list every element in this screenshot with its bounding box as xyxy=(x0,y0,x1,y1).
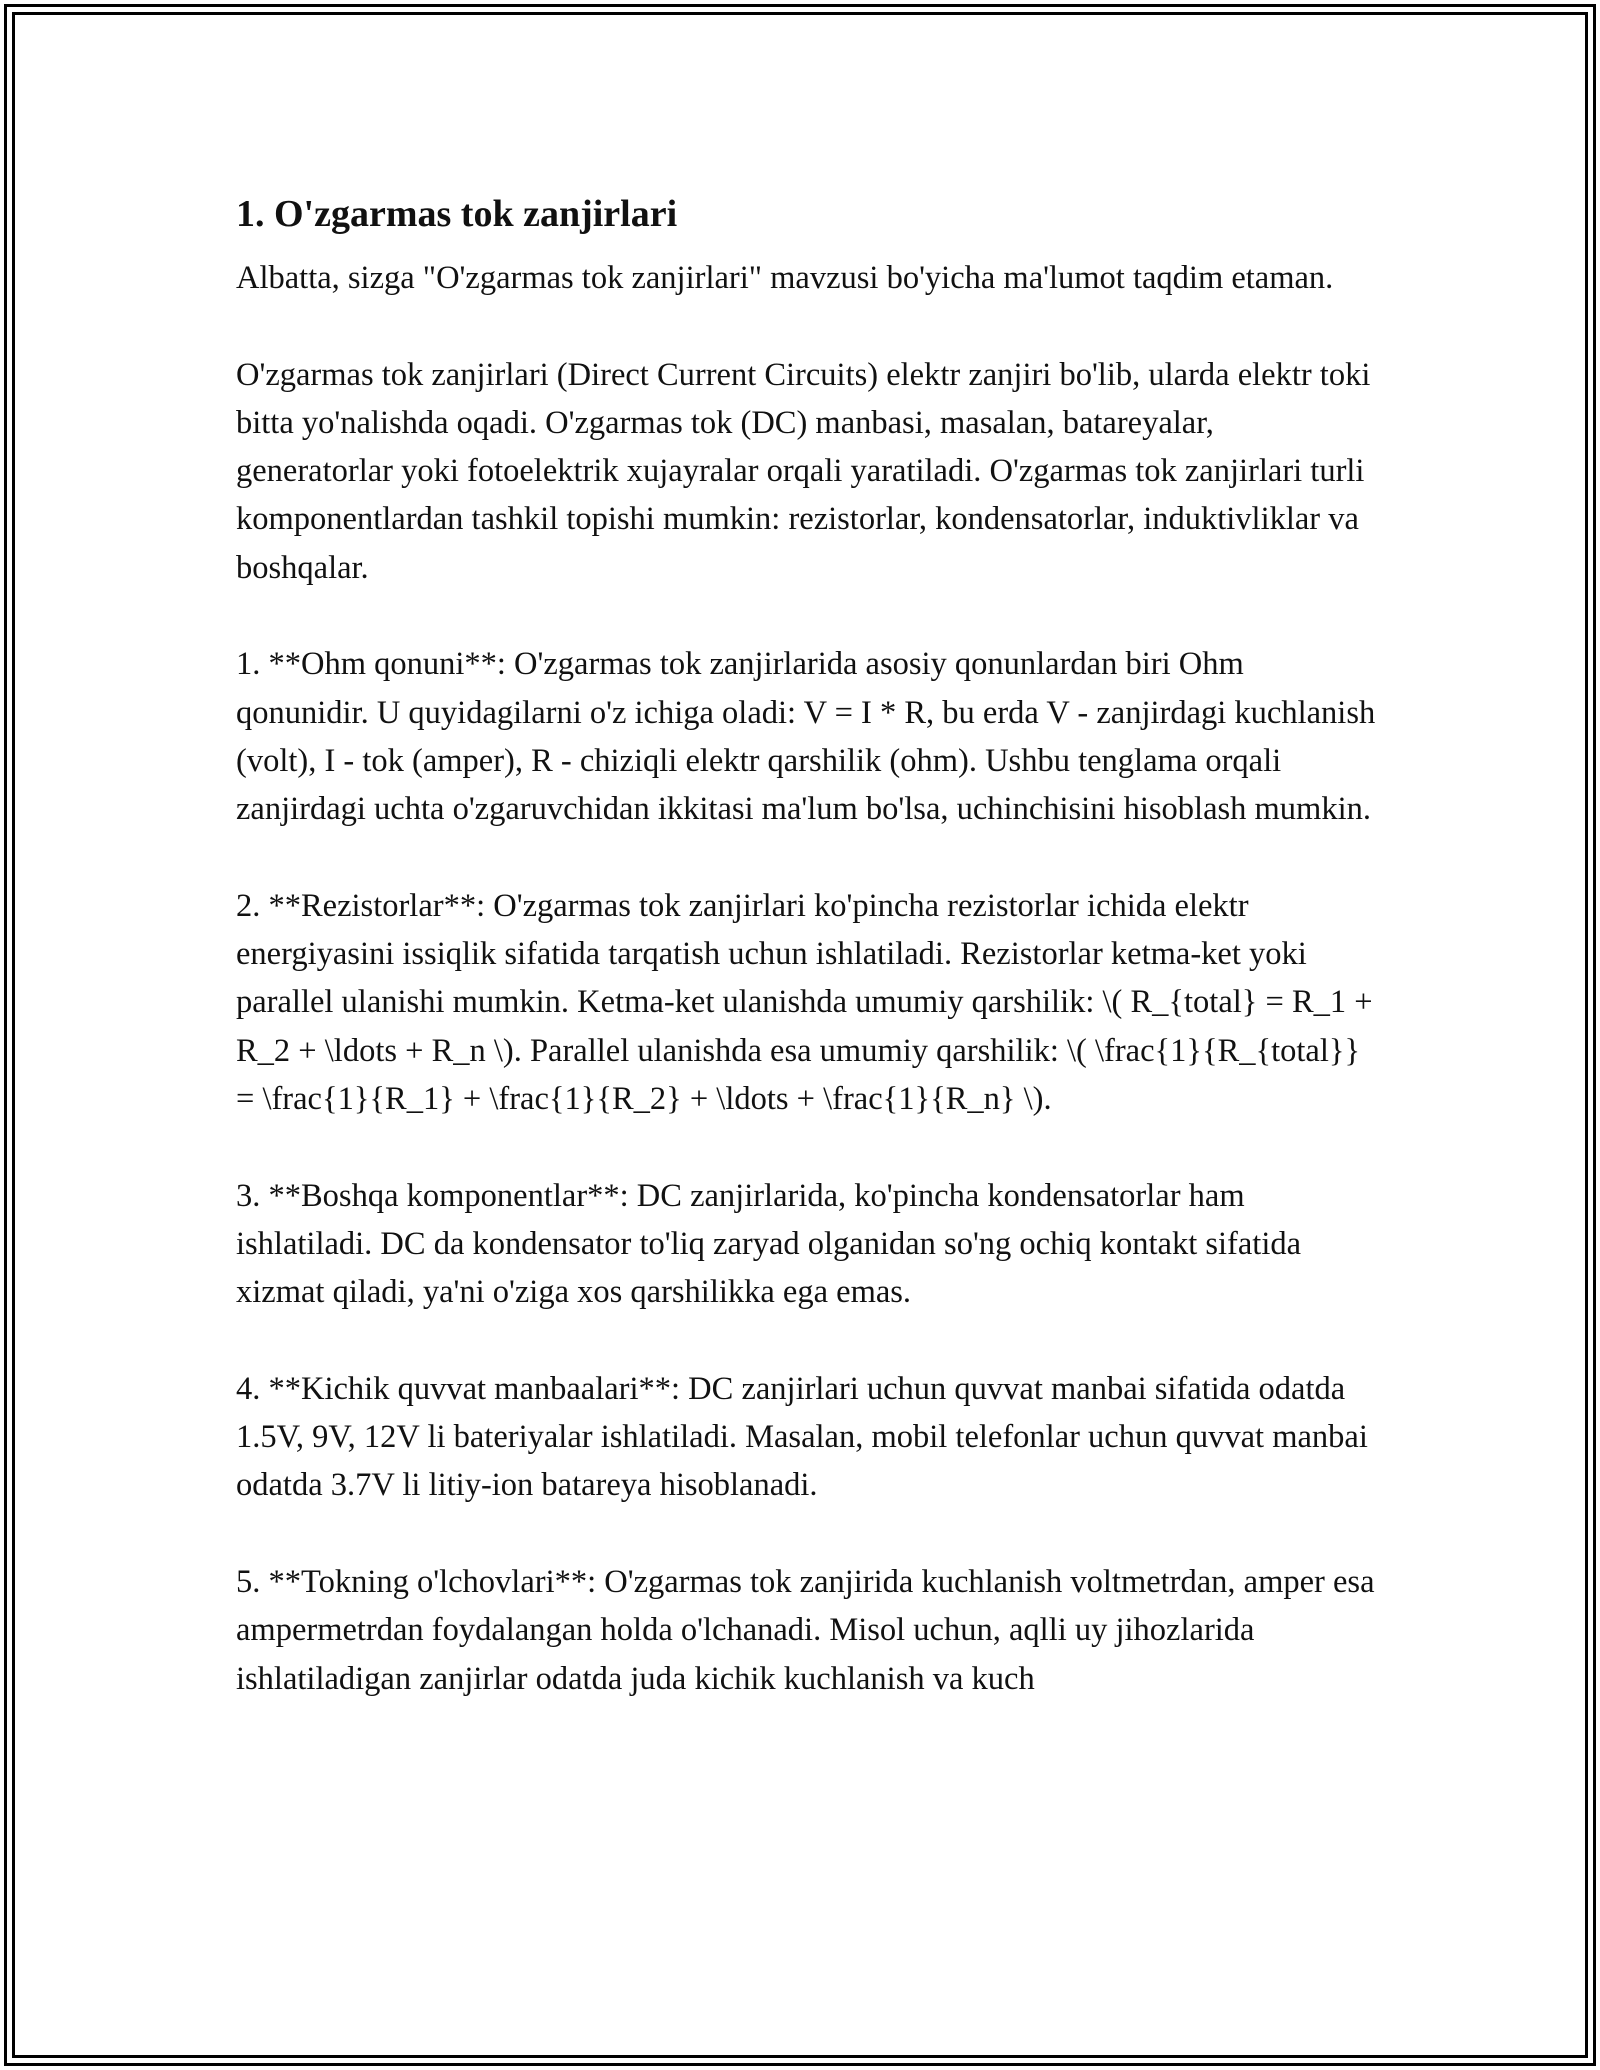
paragraph-measurements: 5. **Tokning o'lchovlari**: O'zgarmas tok zanjirida kuchlanish voltmetrdan, amper esa ampermetrdan foydalangan holda o'lchanadi. Misol uchun, aqlli uy jihozlarida ishlatiladigan zanjirlar odatda juda kichik kuchlanish va kuch xyxy=(236,1564,1375,1697)
paragraph-ohm-law: 1. **Ohm qonuni**: O'zgarmas tok zanjirlarida asosiy qonunlardan biri Ohm qonunidir. U quyidagilarni o'z ichiga oladi: V = I * R, bu erda V - zanjirdagi kuchlanish (volt), I - tok (amper), R - chiziqli elektr qarshilik (ohm). Ushbu tenglama orqali zanjirdagi uchta o'zgaruvchidan ikkitasi ma'lum bo'lsa, uchinchisini hisoblash mumkin. xyxy=(236,646,1376,828)
paragraph-intro: Albatta, sizga "O'zgarmas tok zanjirlari" mavzusi bo'yicha ma'lumot taqdim etaman. xyxy=(236,260,1334,296)
paragraph-power-sources: 4. **Kichik quvvat manbaalari**: DC zanjirlari uchun quvvat manbai sifatida odatda 1.5V, 9V, 12V li bateriyalar ishlatiladi. Masalan, mobil telefonlar uchun quvvat manbai odatda 3.7V li litiy-ion batareya hisoblanadi. xyxy=(236,1370,1368,1504)
paragraph-definition: O'zgarmas tok zanjirlari (Direct Current Circuits) elektr zanjiri bo'lib, ularda elektr toki bitta yo'nalishda oqadi. O'zgarmas tok (DC) manbasi, masalan, batareyalar, generatorlar yoki fotoelektrik xujayralar orqali yaratiladi. O'zgarmas tok zanjirlari turli komponentlardan tashkil topishi mumkin: rezistorlar, kondensatorlar, induktivliklar va boshqalar. xyxy=(236,356,1371,586)
document-body xyxy=(236,188,1376,1703)
paragraph-resistors: 2. **Rezistorlar**: O'zgarmas tok zanjirlari ko'pincha rezistorlar ichida elektr energiyasini issiqlik sifatida tarqatish uchun ishlatiladi. Rezistorlar ketma-ket yoki parallel ulanishi mumkin. Ketma-ket ulanishda umumiy qarshilik: \( R_{total} = R_1 + R_2 + \ldots + R_n \). Parallel ulanishda esa umumiy qarshilik: \( \frac{1}{R_{total}} = \frac{1}{R_1} + \frac{1}{R_2} + \ldots + \frac{1}{R_n} \). xyxy=(236,887,1373,1118)
page-title: 1. O'zgarmas tok zanjirlari xyxy=(236,193,678,235)
paragraph-other-components: 3. **Boshqa komponentlar**: DC zanjirlarida, ko'pincha kondensatorlar ham ishlatiladi. DC da kondensator to'liq zaryad olganidan so'ng ochiq kontakt sifatida xizmat qiladi, ya'ni o'ziga xos qarshilikka ega emas. xyxy=(236,1177,1302,1311)
